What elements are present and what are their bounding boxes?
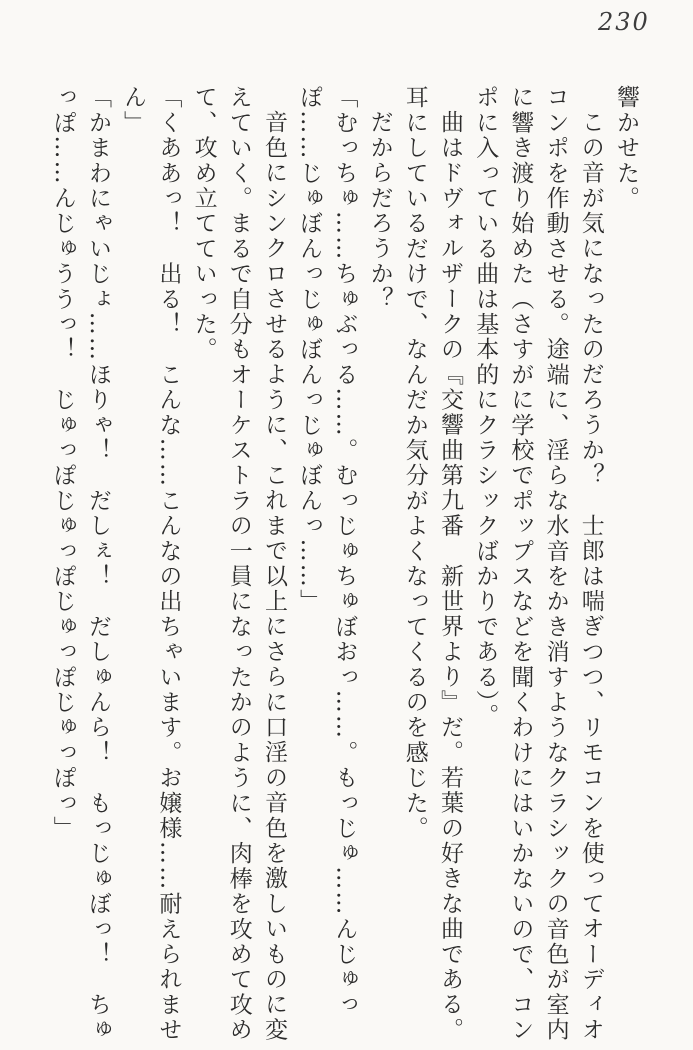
paragraph-4: だからだろうか？ <box>366 110 393 312</box>
paragraph-1: 響かせた。 <box>613 85 639 211</box>
body-text <box>41 85 643 1047</box>
paragraph-2: この音が気になったのだろうか？ 士郎は喘ぎつつ、リモコンを使ってオーディオコンポを作動させる。途端に、淫らな水音をかき消すようなクラシックの音色が室内に響き渡り始めた（さすがに学校でポップスなどを聞くわけにはいかないので、コンポに入っている曲は基本的にクラシックばかりである）。 <box>472 85 604 1043</box>
paragraph-8-dialogue: 「かまわにゃいじょ……ほりゃ！ だしぇ！ だしゅんら！ もっじゅぼっ！ ちゅっぽ……んじゅううっ！ じゅっぽじゅっぽじゅっぽじゅっぽっ」 <box>49 85 111 1043</box>
paragraph-7-dialogue: 「くああっ！ 出る！ こんな……こんなの出ちゃいます。お嬢様……耐えられません」 <box>120 85 182 1043</box>
paragraph-6: 音色にシンクロさせるように、これまで以上にさらに口淫の音色を激しいものに変えていく。まるで自分もオーケストラの一員になったかのように、肉棒を攻めて攻めて、攻め立てていった。 <box>190 85 287 1043</box>
paragraph-3: 曲はドヴォルザークの『交響曲第九番 新世界より』だ。若葉の好きな曲である。耳にしているだけで、なんだか気分がよくなってくるのを感じた。 <box>401 85 463 1043</box>
page-number: 230 <box>598 8 650 36</box>
paragraph-5-dialogue: 「むっちゅ……ちゅぶっる……。むっじゅちゅぼおっ……。もっじゅ……んじゅっぽ……じゅぼんっじゅぼんっじゅぼんっ……」 <box>296 85 358 1018</box>
